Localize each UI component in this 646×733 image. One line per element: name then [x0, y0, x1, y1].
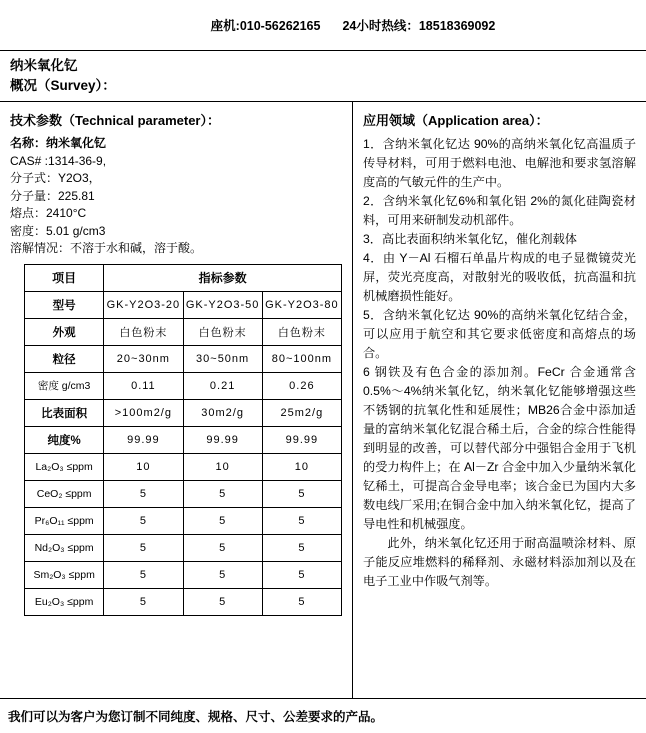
spec-density: 密度：5.01 g/cm3 [10, 223, 106, 238]
table-row [25, 372, 342, 399]
technical-parameter-column [0, 102, 352, 698]
phone-number: 座机:010-56262165 [210, 19, 321, 33]
survey-heading: 概况（Survey）： [10, 78, 116, 93]
row-label: 比表面积 [25, 399, 104, 426]
row-value: 0.21 [183, 372, 262, 399]
row-value: GK-Y2O3-80 [262, 291, 341, 318]
row-value: 5 [183, 561, 262, 588]
row-value: 99.99 [104, 426, 183, 453]
row-value: 5 [262, 507, 341, 534]
table-row [25, 480, 342, 507]
row-value: GK-Y2O3-20 [104, 291, 183, 318]
application-closing: 此外，纳米氧化钇还用于耐高温喷涂材料、原子能反应堆燃料的稀释剂、永磁材料添加剂以及在电子工业中作吸气剂等。 [363, 536, 636, 588]
row-label: 密度 g/cm3 [25, 372, 104, 399]
application-item: 1．含纳米氧化钇达 90%的高纳米氧化钇高温质子传导材料，可用于燃料电池、电解池和要求氢溶解度高的气敏元件的生产中。 [363, 137, 636, 189]
spec-list [10, 135, 346, 258]
row-value: 白色粉末 [183, 318, 262, 345]
application-area-heading: 应用领域（Application area）： [363, 113, 549, 128]
table-row [25, 426, 342, 453]
row-label: Nd₂O₃ ≤ppm [25, 534, 104, 561]
body-columns [0, 102, 646, 698]
row-value: >100m2/g [104, 399, 183, 426]
row-value: 白色粉末 [104, 318, 183, 345]
application-item: 3．高比表面积纳米氧化钇，催化剂载体 [363, 232, 577, 246]
row-value: 5 [104, 561, 183, 588]
table-row [25, 291, 342, 318]
page-title: 纳米氧化钇 [10, 58, 78, 73]
title-band [0, 50, 646, 102]
row-value: 5 [183, 507, 262, 534]
row-label: 型号 [25, 291, 104, 318]
application-list [363, 135, 636, 591]
technical-parameter-heading: 技术参数（Technical parameter）： [10, 113, 220, 128]
row-value: 5 [104, 534, 183, 561]
row-label: La₂O₃ ≤ppm [25, 453, 104, 480]
row-value: 10 [183, 453, 262, 480]
table-header-params: 指标参数 [104, 264, 342, 291]
application-item: 6 钢铁及有色合金的添加剂。FeCr 合金通常含 0.5%～4%纳米氧化钇，纳米氧化钇能够增强这些不锈钢的抗氧化性和延展性；MB26合金中添加适量的富纳米氧化钇混合稀土后，合金的综合性能得到明显的改善，可以替代部分中强铝合金用于飞机的受力构件上；在 Al－Zr 合金中加入少量纳米氧化钇稀土，可提高合金导电率；该合金已为国内大多数电线厂采用;在铜合金中加入纳米氧化钇，提高了导电性和机械强度。 [363, 365, 636, 531]
row-value: 5 [183, 534, 262, 561]
spec-formula: 分子式：Y2O3， [10, 171, 101, 185]
table-row [25, 453, 342, 480]
row-value: 白色粉末 [262, 318, 341, 345]
spec-molecular-weight: 分子量：225.81 [10, 188, 95, 203]
spec-solubility: 溶解情况：不溶于水和碱，溶于酸。 [10, 241, 203, 255]
application-area-column [352, 102, 646, 698]
row-label: 纯度% [25, 426, 104, 453]
row-value: GK-Y2O3-50 [183, 291, 262, 318]
row-label: 粒径 [25, 345, 104, 372]
row-value: 0.11 [104, 372, 183, 399]
row-value: 25m2/g [262, 399, 341, 426]
row-value: 30~50nm [183, 345, 262, 372]
hotline-number: 24小时热线：18518369092 [342, 19, 496, 33]
row-value: 20~30nm [104, 345, 183, 372]
row-value: 5 [262, 534, 341, 561]
row-value: 10 [262, 453, 341, 480]
row-value: 5 [183, 588, 262, 615]
row-value: 99.99 [183, 426, 262, 453]
table-row [25, 534, 342, 561]
row-label: Sm₂O₃ ≤ppm [25, 561, 104, 588]
row-value: 5 [104, 507, 183, 534]
spec-melting-point: 熔点：2410°C [10, 206, 87, 220]
table-row [25, 588, 342, 615]
row-label: Eu₂O₃ ≤ppm [25, 588, 104, 615]
parameter-table [24, 264, 342, 616]
row-value: 5 [104, 480, 183, 507]
spec-name: 名称：纳米氧化钇 [10, 136, 107, 150]
table-row [25, 561, 342, 588]
contact-bar [0, 0, 646, 50]
row-value: 5 [104, 588, 183, 615]
table-header-item: 项目 [25, 264, 104, 291]
table-row [25, 507, 342, 534]
application-item: 4．由 Y－Al 石榴石单晶片构成的电子显微镜荧光屏，荧光亮度高，对散射光的吸收低，抗高温和抗机械磨损性能好。 [363, 251, 636, 303]
application-item: 2．含纳米氧化钇6%和氧化铝 2%的氮化硅陶瓷材料，可用来研制发动机部件。 [363, 194, 636, 227]
row-value: 0.26 [262, 372, 341, 399]
row-value: 10 [104, 453, 183, 480]
footer-text: 我们可以为客户为您订制不同纯度、规格、尺寸、公差要求的产品。 [8, 709, 384, 724]
row-value: 5 [183, 480, 262, 507]
row-value: 30m2/g [183, 399, 262, 426]
table-header-row [25, 264, 342, 291]
table-row [25, 318, 342, 345]
table-row [25, 399, 342, 426]
row-label: 外观 [25, 318, 104, 345]
row-value: 80~100nm [262, 345, 341, 372]
row-value: 5 [262, 480, 341, 507]
application-item: 5．含纳米氧化钇达 90%的高纳米氧化钇结合金，可以应用于航空和其它要求低密度和高熔点的场合。 [363, 308, 636, 360]
table-row [25, 345, 342, 372]
row-label: CeO₂ ≤ppm [25, 480, 104, 507]
row-value: 5 [262, 561, 341, 588]
footer-note [0, 698, 646, 732]
row-value: 99.99 [262, 426, 341, 453]
row-value: 5 [262, 588, 341, 615]
row-label: Pr₆O₁₁ ≤ppm [25, 507, 104, 534]
spec-cas: CAS# :1314-36-9, [10, 153, 107, 168]
